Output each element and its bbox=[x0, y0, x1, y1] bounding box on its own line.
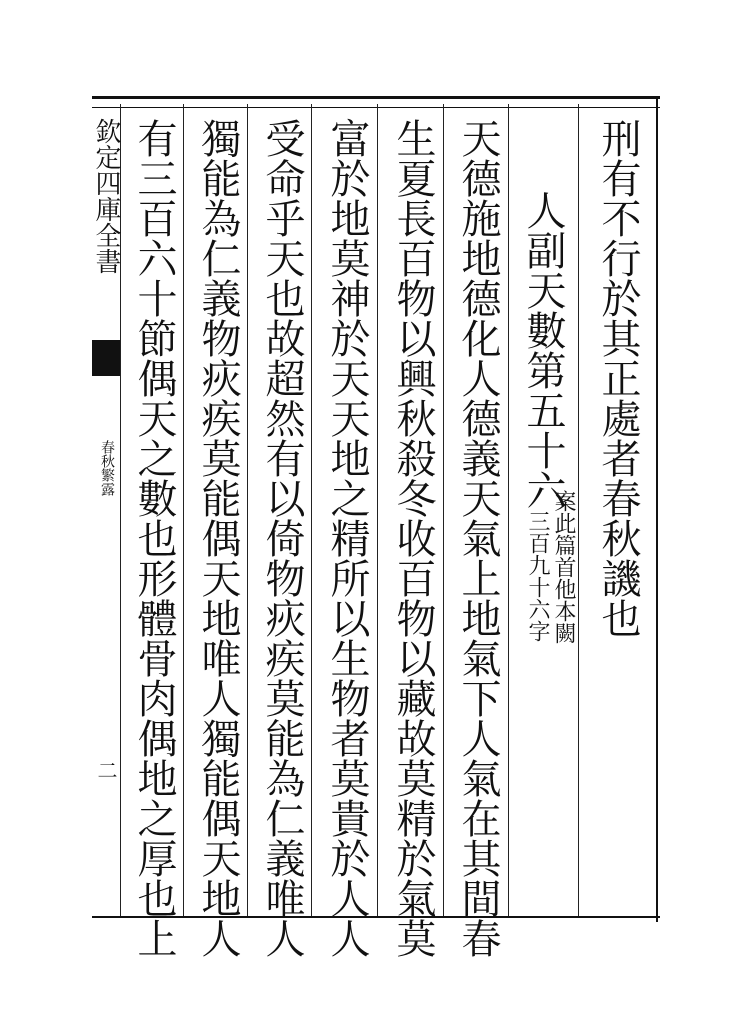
column-rule bbox=[247, 104, 248, 916]
spine-fishtail-mark bbox=[92, 340, 120, 376]
text-column-4: 生夏長百物以興秋殺冬收百物以藏故莫精於氣莫 bbox=[390, 118, 436, 958]
column-rule bbox=[311, 104, 312, 916]
spine-section-label: 春秋繁露 bbox=[99, 440, 115, 496]
bottom-border bbox=[92, 916, 660, 918]
column-rule bbox=[183, 104, 184, 916]
right-border bbox=[656, 96, 658, 922]
text-column-3: 天德施地德化人德義天氣上地氣下人氣在其間春 bbox=[455, 118, 501, 958]
page-number: 二 bbox=[94, 760, 118, 780]
text-column-8: 有三百六十節偶天之數也形體骨肉偶地之厚也上 bbox=[131, 118, 177, 958]
editorial-note: 案此篇首他本闕 bbox=[551, 490, 576, 644]
top-border bbox=[92, 96, 660, 108]
column-rule bbox=[508, 104, 509, 916]
column-rule bbox=[443, 104, 444, 916]
text-column-1: 刑有不行於其正處者春秋譏也 bbox=[595, 118, 641, 638]
text-column-5: 富於地莫神於天天地之精所以生物者莫貴於人人 bbox=[324, 118, 370, 958]
word-count-note: 三百九十六字 bbox=[525, 510, 550, 642]
column-rule bbox=[578, 104, 579, 916]
chapter-title: 人副天數第五十六 bbox=[520, 190, 566, 510]
text-column-7: 獨能為仁義物疢疾莫能偶天地唯人獨能偶天地人 bbox=[195, 118, 241, 958]
column-rule bbox=[377, 104, 378, 916]
text-column-6: 受命乎天也故超然有以倚物疢疾莫能為仁義唯人 bbox=[259, 118, 305, 958]
spine-book-title: 欽定四庫全書 bbox=[91, 118, 121, 274]
